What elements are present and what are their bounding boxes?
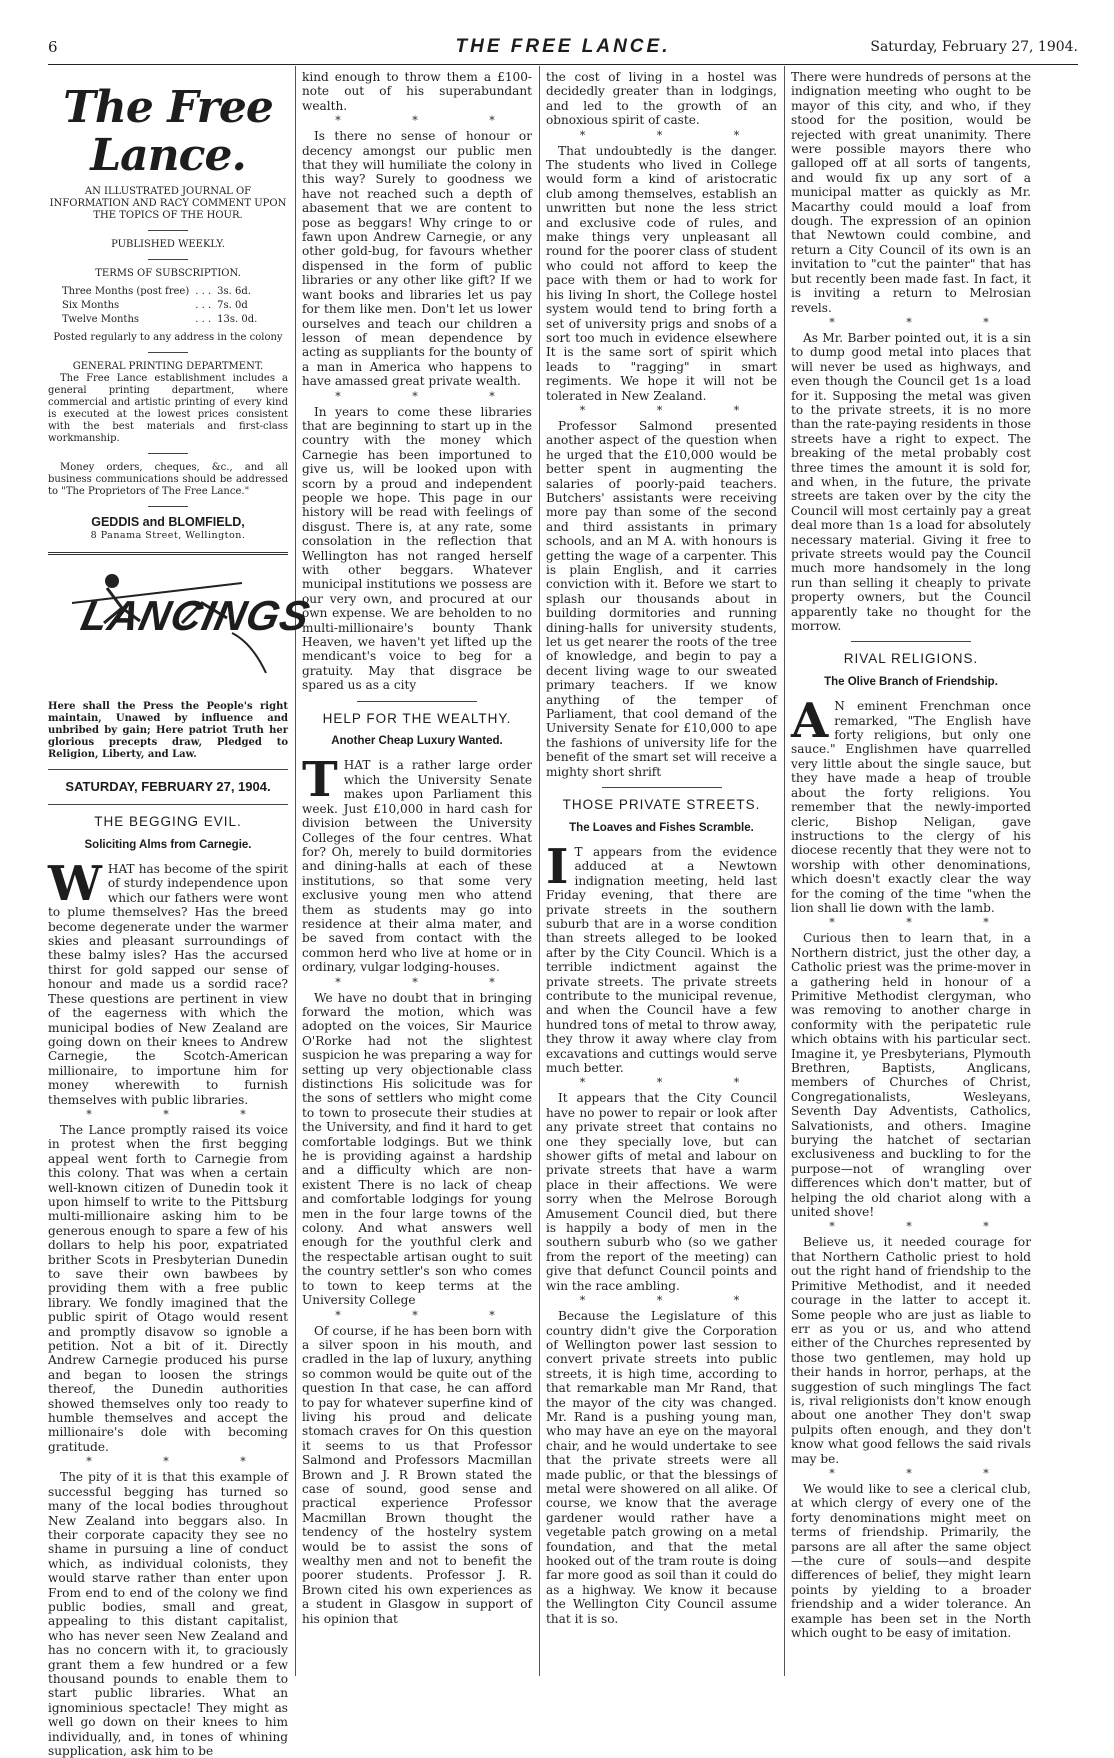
article-paragraph: We have no doubt that in bringing forward the motion, which was adopted on the voices, Sir Maurice O'Rorke had not the slightest suspicion he was preparing a way for setting up very objectionable class distinctions His solicitude was for the sons of settlers who might come to town to prosecute their studies at the University, and find it hard to get comfortable lodgings. But we think he is providing against a hardship and a difficulty which are non-existent There is no lack of cheap and comfortable lodgings for young men in the four large towns of the colony. And what answers well enough for the youthful clerk and the respectable artisan ought to suit the country settler's son who comes to town to keep terms at the University College (302, 990, 532, 1308)
divider (851, 641, 971, 642)
article-paragraph: The pity of it is that this example of successful begging has turned so many of the local bodies throughout New Zealand into beggars also. In their corporate capacity they see no shame in pursuing a line of conduct which, as individual colonists, they would starve rather than enter upon From end to end of the colony we find public bodies, small and great, appealing to this distant capitalist, who has never seen New Zealand and has no concern with it, to graciously grant them a few hundred or a few thousand pounds to enable them to start public libraries. What an ignominious spectacle! They might as well go down on their knees to him individually, and, in tones of whining supplication, ask him to be (48, 1470, 288, 1758)
divider (148, 259, 188, 260)
column-4 (791, 70, 1031, 1675)
article-paragraph: Because the Legislature of this country didn't give the Corporation of Wellington power last session to convert private streets into public streets, it is high time, according to that remarkable man Mr Rand, that the mayor of the city was changed. Mr. Rand is a pushing young man, who may have an eye on the mayoral chair, and he would undertake to see that the private streets were all made public, or that the blessings of metal were showered on all alike. Of course, we know that the average gardener would rather have a vegetable patch growing on a metal foundation, and that the metal hooked out of the tram route is doing far more good as soil than it could do as a highway. We know it because the Wellington City Council assume that it is so. (546, 1309, 777, 1626)
article-title: THOSE PRIVATE STREETS. (562, 797, 761, 813)
page-number: 6 (48, 38, 58, 56)
section-break: * * * (829, 1220, 1023, 1234)
terms-title: TERMS OF SUBSCRIPTION. (95, 268, 241, 279)
divider (48, 552, 288, 555)
article-paragraph: That undoubtedly is the danger. The students who lived in College would form a kind of aristocratic club among themselves, establish an unwritten but none the less strict and exclusive code of rules, and make things very unpleasant all round for the poorer class of student who could not afford to keep the pace with them or had to work for his living In short, the College hostel system would tend to bring forth a set of university prigs and snobs of a sort too much in evidence elsewhere It is the same sort of spirit which leads to "ragging" in smart regiments. We hope it will not be tolerated in New Zealand. (546, 143, 777, 403)
divider (148, 230, 188, 231)
section-break: * * * (579, 403, 774, 417)
article-subtitle: Another Cheap Luxury Wanted. (331, 735, 503, 748)
divider (602, 787, 722, 788)
dropcap: A (791, 693, 829, 750)
terms-row: Three Months (post free) . . . 3s. 6d. (62, 286, 251, 297)
article-paragraph: A N eminent Frenchman once remarked, "The English have forty religions, but only one sauce." Englishmen have quarrelled very little about the single sauce, but they have made a heap of trouble about the forty religions. You remember that the newly-imported cleric, Bishop Neligan, gave instructions to the clergy of his diocese recently that they were not to worship with other denominations, which doesn't exactly clear the way for the coming of the time "when the lion shall lie down with the lamb. (791, 693, 1031, 915)
lancings-title: LANCINGS (77, 591, 315, 639)
masthead-rule (48, 64, 1078, 65)
article-paragraph: We would like to see a clerical club, at which clergy of every one of the forty denominations might meet on terms of friendship. Primarily, the parsons are all after the same object —the cure of souls—and despite differences of belief, they might learn points by yielding to a broader friendship and a wider tolerance. An example has been set in the North which ought to be easy of imitation. (791, 1481, 1031, 1641)
article-paragraph: Is there no sense of honour or decency amongst our public men that they will humiliate the colony in this way? Surely to goodness we have not reached such a depth of abasement that we are content to pose as beggars! Why cringe to or fawn upon Andrew Carnegie, or any other gold-bug, for favours whether dispensed in the form of public libraries or any other like gift? If we want books and libraries let us pay for them like men. Don't let us lower ourselves and teach our children a lesson of mean dependence by acting as suppliants for the bounty of a man in America who happens to have amassed great private wealth. (302, 129, 532, 389)
section-break: * * * (579, 1076, 774, 1090)
divider (48, 804, 288, 805)
article-paragraph: The Lance promptly raised its voice in protest when the first begging appeal went forth to Carnegie from this colony. That was when a certain well-known citizen of Dunedin took it upon himself to write to the Pittsburg multi-millionaire asking him to be generous enough to spare a few of his dollars to help his poor, expatriated brither Scots in Presbyterian Dunedin to save their own bawbees by providing them with a free public library. We fondly imagined that the public spirit of Otago would resent and promptly disavow so ignoble a petition. Not a bit of it. Directly Andrew Carnegie produced his purse and began to loosen the strings thereof, the Dunedin authorities showed themselves only too ready to humble themselves and accept the millionaire's dole with becoming gratitude. (48, 1122, 288, 1454)
article-title: THE BEGGING EVIL. (94, 814, 242, 830)
article-paragraph: the cost of living in a hostel was decidedly greater than in lodgings, and led to the growth of an obnoxious spirit of caste. (546, 70, 777, 128)
divider (357, 701, 477, 702)
printing-title: GENERAL PRINTING DEPARTMENT. (72, 361, 264, 372)
terms-table (60, 284, 263, 328)
column-divider (784, 66, 785, 1676)
article-paragraph: THAT is a rather large order which the University Senate makes upon Parliament this week. Just £10,000 in hard cash for division between the University Colleges of the four centres. What for? Oh, merely to build dormitories and dining-halls at each of these institutions, so that some very exclusive young men who attend them as students may go into residence at their alma mater, and be saved from contact with the common herd who live at home or in ordinary, vulgar lodging-houses. (302, 752, 532, 975)
article-paragraph: kind enough to throw them a £100-note out of his superabundant wealth. (302, 70, 532, 113)
masthead (48, 36, 1078, 64)
article-paragraph: Of course, if he has been born with a silver spoon in his mouth, and cradled in the lap of luxury, anything so common would be quite out of the question In that case, he can afford to pay for whatever superfine kind of living his proud and delicate stomach craves for On this question it seems to us that Professor Salmond and Professors Macmillan Brown and J. R Brown stated the case of sound, good sense and practical experience Professor Macmillan Brown thought the tendency of the hostelry system would be to assist the sons of wealthy men and not to benefit the poorer students. Professor J. R. Brown cited his own experiences as a student in Glasgow in support of his opinion that (302, 1323, 532, 1626)
section-break: * * * (86, 1455, 280, 1469)
publisher-address: 8 Panama Street, Wellington. (90, 530, 246, 542)
divider (48, 769, 288, 770)
article-paragraph: I T appears from the evidence adduced at a Newtown indignation meeting, held last Friday evening, that there are private streets in the southern suburb that are in a worse condition than streets alleged to be looked after by the City Council. Which is a terrible indictment against the private streets. The private streets contribute to the municipal revenue, and when the Council have a few hundred tons of metal to throw away, they throw it away where clay from excavations and cuttings would serve much better. (546, 838, 777, 1075)
divider (148, 506, 188, 507)
motto: Here shall the Press the People's right maintain, Unawed by influence and unbribed by gain; Here patriot Truth her glorious precepts draw, Pledged to Religion, Liberty, and Law. (48, 700, 288, 760)
column-3 (546, 70, 777, 1675)
article-paragraph: It appears that the City Council have no power to repair or look after any private street that contains no one they specially love, but can shower gifts of metal and labour on private streets that have a warm place in their affections. We were sorry when the Melrose Borough Amusement Council died, but there is happily a body of men in the southern suburb who (so we gather from the report of the meeting) can give that defunct Council points and win the race ambling. (546, 1091, 777, 1293)
published-weekly: PUBLISHED WEEKLY. (111, 239, 225, 250)
terms-row: Twelve Months . . . 13s. 0d. (62, 314, 258, 325)
lancings-illustration (52, 563, 315, 695)
tagline: AN ILLUSTRATED JOURNAL OF INFORMATION AND RACY COMMENT UPON THE TOPICS OF THE HOUR. (49, 186, 287, 221)
article-paragraph: As Mr. Barber pointed out, it is a sin to dump good metal into places that will never be used as highways, and even though the Council get 1s a load for it. Supposing the metal was given to the private streets, it is no more than the rate-paying residents in those streets have a right to expect. The breaking of the metal probably cost three times the amount it is sold for, and when, in the future, the private streets are taken over by the city the Council will most certainly pay a great deal more than 1s a load for absolutely necessary material. Giving it free to private streets would pay the Council much more handsomely in the long run than selling it cheaply to private property owners, but the Council apparently take no thought for the morrow. (791, 330, 1031, 634)
article-paragraph: Professor Salmond presented another aspect of the question when he urged that the £10,000 would be better spent in augmenting the salaries of poorly-paid teachers. Butchers' assistants were receiving more pay than some of the second and third assistants in primary schools, and an M A. with honours is getting the wage of a carpenter. This is plain English, and it carries conviction with it. Before we start to splash our thousands about in building dormitories and running dining-halls for university students, let us get nearer the roots of the tree of knowledge, and begin to pay a decent living wage to our sweated primary teachers. If we know anything of the temper of Parliament, that cool demand of the University Senate for £10,000 to ape the fashions of university life for the benefit of the smart set will receive a mighty short shrift (546, 418, 777, 779)
article-paragraph: WHAT has become of the spirit of sturdy independence upon which our fathers were wont to plume themselves? Has the breed become degenerate under the warmer skies and pleasant surroundings of these balmy isles? Has the accursed thirst for gold sapped our sense of honour and made us a sordid race? These questions are pertinent in view of the eagerness with which the municipal bodies of New Zealand are going down on their knees to Andrew Carnegie, the Scotch-American millionaire, to importune him for money wherewith to furnish themselves with public libraries. (48, 856, 288, 1107)
dropcap: I (546, 838, 569, 895)
column-2 (302, 70, 532, 1675)
divider (148, 453, 188, 454)
section-break: * * * (335, 1308, 529, 1322)
issue-date: Saturday, February 27, 1904. (870, 39, 1078, 55)
article-subtitle: Soliciting Alms from Carnegie. (84, 838, 252, 851)
divider (148, 352, 188, 353)
terms-row: Six Months . . . 7s. 0d (62, 300, 248, 311)
article-subtitle: The Loaves and Fishes Scramble. (569, 821, 754, 834)
printing-text: The Free Lance establishment includes a general printing department, where commercial and artistic printing of every kind is executed at the lowest prices consistent with the best materials and first-class workmanship. (48, 373, 288, 444)
article-paragraph: In years to come these libraries that are beginning to start up in the country with the money which Carnegie has been importuned to give us, will be looked upon with scorn by a proud and independent people we hope. This page in our history will be read with feelings of disgust. There is, at any rate, some consolation in the reflection that Wellington has not ranged herself with other beggars. Whatever municipal institutions we possess are our very own, and procured at our own expense. We are beholden to no multi-millionaire's bounty Thank Heaven, we haven't yet lifted up the mendicant's voice to beg for a gratuity. May that disgrace be spared us as a city (302, 404, 532, 693)
publisher-name: GEDDIS and BLOMFIELD, (91, 515, 245, 529)
nameplate-logo: The Free Lance. (63, 82, 273, 181)
section-break: * * * (335, 975, 529, 989)
section-break: * * * (579, 1294, 774, 1308)
column-divider (539, 66, 540, 1676)
column-divider (295, 66, 296, 1676)
article-title: RIVAL RELIGIONS. (843, 651, 979, 667)
article-paragraph: There were hundreds of persons at the indignation meeting who ought to be mayor of this city, and who, if they stood for the position, would be rejected with great unanimity. There were possible mayors there who galloped off at all sorts of tangents, and would fix up any sort of a municipal matter as quickly as Mr. Macarthy could mould a loaf from dough. The expression of an opinion that Newtown could combine, and return a City Council of its own is an invitation to "cut the painter" that has but recently been made fast. In fact, it is inviting a return to Melrosian revels. (791, 70, 1031, 315)
dateline: SATURDAY, FEBRUARY 27, 1904. (65, 778, 271, 794)
section-break: * * * (86, 1107, 280, 1121)
column-1 (48, 70, 315, 1758)
article-subtitle: The Olive Branch of Friendship. (824, 675, 998, 688)
section-break: * * * (335, 389, 529, 403)
article-paragraph: Believe us, it needed courage for that Northern Catholic priest to hold out the right hand of friendship to the Primitive Methodist, and it needed courage in the latter to accept it. Some people who are just as liable to err as you or us, and who attend either of the Churches represented by those two gentlemen, may hold up their hands in horror, perhaps, at the suggestion of such minglings The fact is, rival religionists don't know enough about one another They don't swap pulpits often enough, and they don't know what good fellows the said rivals may be. (791, 1235, 1031, 1466)
money-text: Money orders, cheques, &c., and all business communications should be addressed to "The Proprietors of The Free Lance." (48, 462, 288, 497)
section-break: * * * (829, 1466, 1023, 1480)
section-break: * * * (829, 916, 1023, 930)
publication-title: THE FREE LANCE. (455, 36, 671, 57)
dropcap: T (302, 752, 338, 809)
section-break: * * * (579, 128, 774, 142)
article-title: HELP FOR THE WEALTHY. (322, 710, 512, 726)
section-break: * * * (335, 114, 529, 128)
section-break: * * * (829, 315, 1023, 329)
posted-note: Posted regularly to any address in the colony (53, 332, 283, 343)
article-paragraph: Curious then to learn that, in a Northern district, just the other day, a Catholic priest was the prime-mover in a gathering held in honour of a Primitive Methodist clergyman, who was removing to another charge in conformity with the peripatetic rule which obtains with his particular sect. Imagine it, ye Presbyterians, Plymouth Brethren, Baptists, Anglicans, members of Churches of Christ, Congregationalists, Wesleyans, Seventh Day Adventists, Catholics, Salvationists, and others. Imagine burying the hatchet of sectarian exclusiveness and buckling to for the purpose—not of wrangling over differences which don't matter, but of helping the old chariot along with a united shove! (791, 931, 1031, 1220)
dropcap: W (48, 856, 102, 913)
